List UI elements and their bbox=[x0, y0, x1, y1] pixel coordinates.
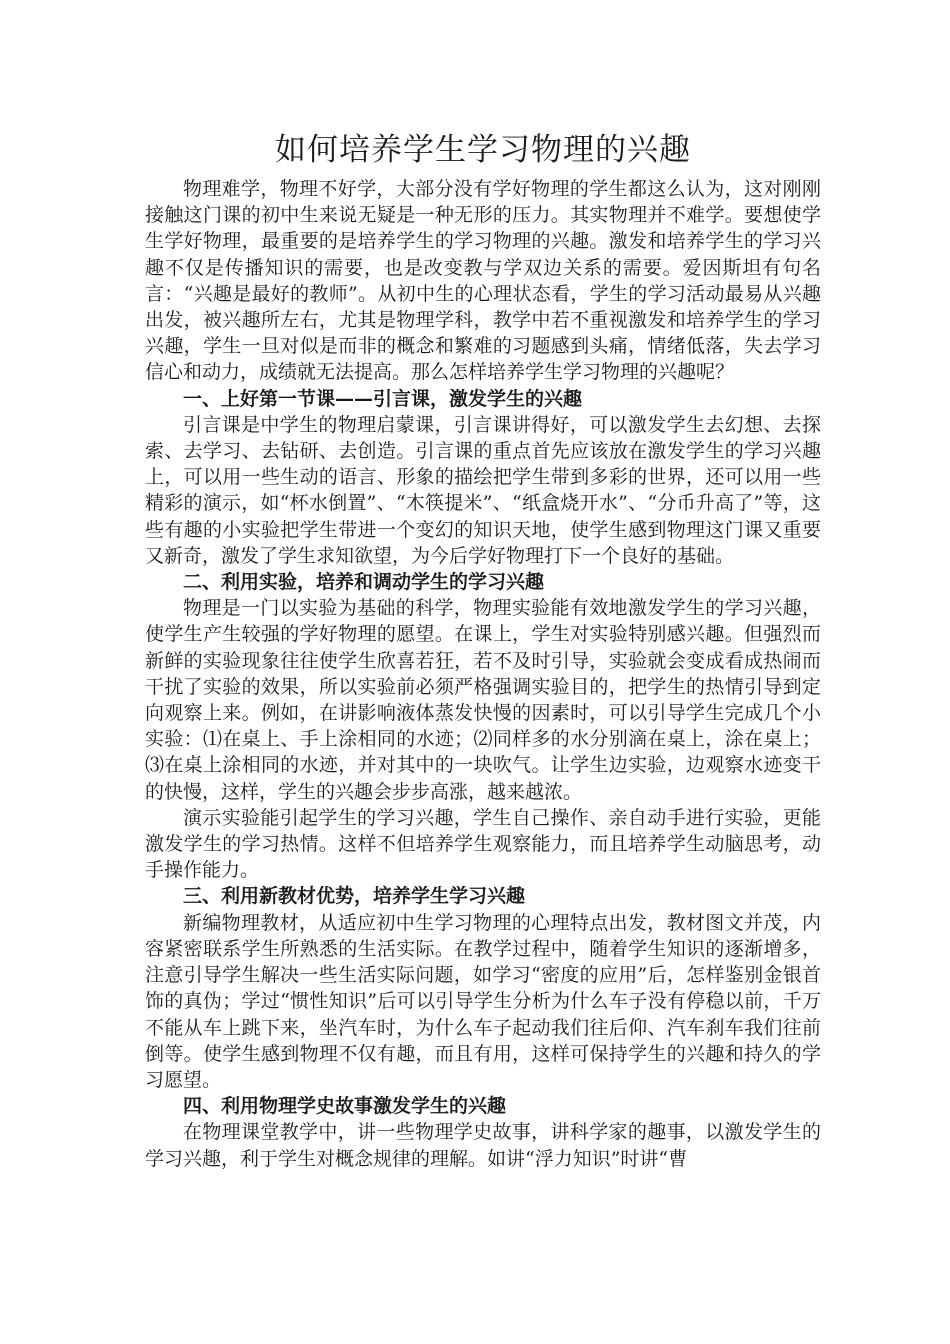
section-3-paragraph-1: 新编物理教材，从适应初中生学习物理的心理特点出发，教材图文并茂，内容紧密联系学生所熟悉的生活实际。在教学过程中，随着学生知识的逐渐增多，注意引导学生解决一些生活实际问题，如学习“密度的应用”后，怎样鉴别金银首饰的真伪；学过“惯性知识”后可以引导学生分析为什么车子没有停稳以前，千万不能从车上跳下来，坐汽车时，为什么车子起动我们往后仰、汽车刹车我们往前倒等。使学生感到物理不仅有趣，而且有用，这样可保持学生的兴趣和持久的学习愿望。 bbox=[145, 911, 821, 1091]
section-4-paragraph-1: 在物理课堂教学中，讲一些物理学史故事，讲科学家的趣事，以激发学生的学习兴趣，利于学生对概念规律的理解。如讲“浮力知识”时讲“曹 bbox=[145, 1121, 821, 1170]
section-2-paragraph-1: 物理是一门以实验为基础的科学，物理实验能有效地激发学生的学习兴趣，使学生产生较强的学好物理的愿望。在课上，学生对实验特别感兴趣。但强烈而新鲜的实验现象往往使学生欣喜若狂，若不及时引导，实验就会变成看成热闹而干扰了实验的效果，所以实验前必须严格强调实验目的，把学生的热情引导到定向观察上来。例如，在讲影响液体蒸发快慢的因素时，可以引导学生完成几个小实验：⑴在桌上、手上涂相同的水迹；⑵同样多的水分别滴在桌上，涂在桌上；⑶在桌上涂相同的水迹，并对其中的一块吹气。让学生边实验，边观察水迹变干的快慢，这样，学生的兴趣会步步高涨，越来越浓。 bbox=[145, 597, 821, 803]
section-1-heading: 一、上好第一节课——引言课，激发学生的兴趣 bbox=[183, 387, 583, 410]
document-title: 如何培养学生学习物理的兴趣 bbox=[275, 132, 691, 168]
section-2-heading: 二、利用实验，培养和调动学生的学习兴趣 bbox=[183, 571, 545, 594]
section-2-paragraph-2: 演示实验能引起学生的学习兴趣，学生自己操作、亲自动手进行实验，更能激发学生的学习热情。这样不但培养学生观察能力，而且培养学生动脑思考，动手操作能力。 bbox=[145, 806, 821, 882]
document-body bbox=[145, 130, 821, 1172]
section-3-heading: 三、利用新教材优势，培养学生学习兴趣 bbox=[183, 885, 526, 908]
section-1-paragraph-1: 引言课是中学生的物理启蒙课，引言课讲得好，可以激发学生去幻想、去探索、去学习、去钻研、去创造。引言课的重点首先应该放在激发学生的学习兴趣上，可以用一些生动的语言、形象的描绘把学生带到多彩的世界，还可以用一些精彩的演示，如“杯水倒置”、“木筷提米”、“纸盒烧开水”、“分币升高了”等，这些有趣的小实验把学生带进一个变幻的知识天地，使学生感到物理这门课又重要又新奇，激发了学生求知欲望，为今后学好物理打下一个良好的基础。 bbox=[145, 413, 821, 567]
intro-paragraph: 物理难学，物理不好学，大部分没有学好物理的学生都这么认为，这对刚刚接触这门课的初中生来说无疑是一种无形的压力。其实物理并不难学。要想使学生学好物理，最重要的是培养学生的学习物理的兴趣。激发和培养学生的学习兴趣不仅是传播知识的需要，也是改变教与学双边关系的需要。爱因斯坦有句名言：“兴趣是最好的教师”。从初中生的心理状态看，学生的学习活动最易从兴趣出发，被兴趣所左右，尤其是物理学科，教学中若不重视激发和培养学生的学习兴趣，学生一旦对似是而非的概念和繁难的习题感到头痛，情绪低落，失去学习信心和动力，成绩就无法提高。那么怎样培养学生学习物理的兴趣呢？ bbox=[145, 178, 821, 384]
section-4-heading: 四、利用物理学史故事激发学生的兴趣 bbox=[183, 1095, 507, 1118]
